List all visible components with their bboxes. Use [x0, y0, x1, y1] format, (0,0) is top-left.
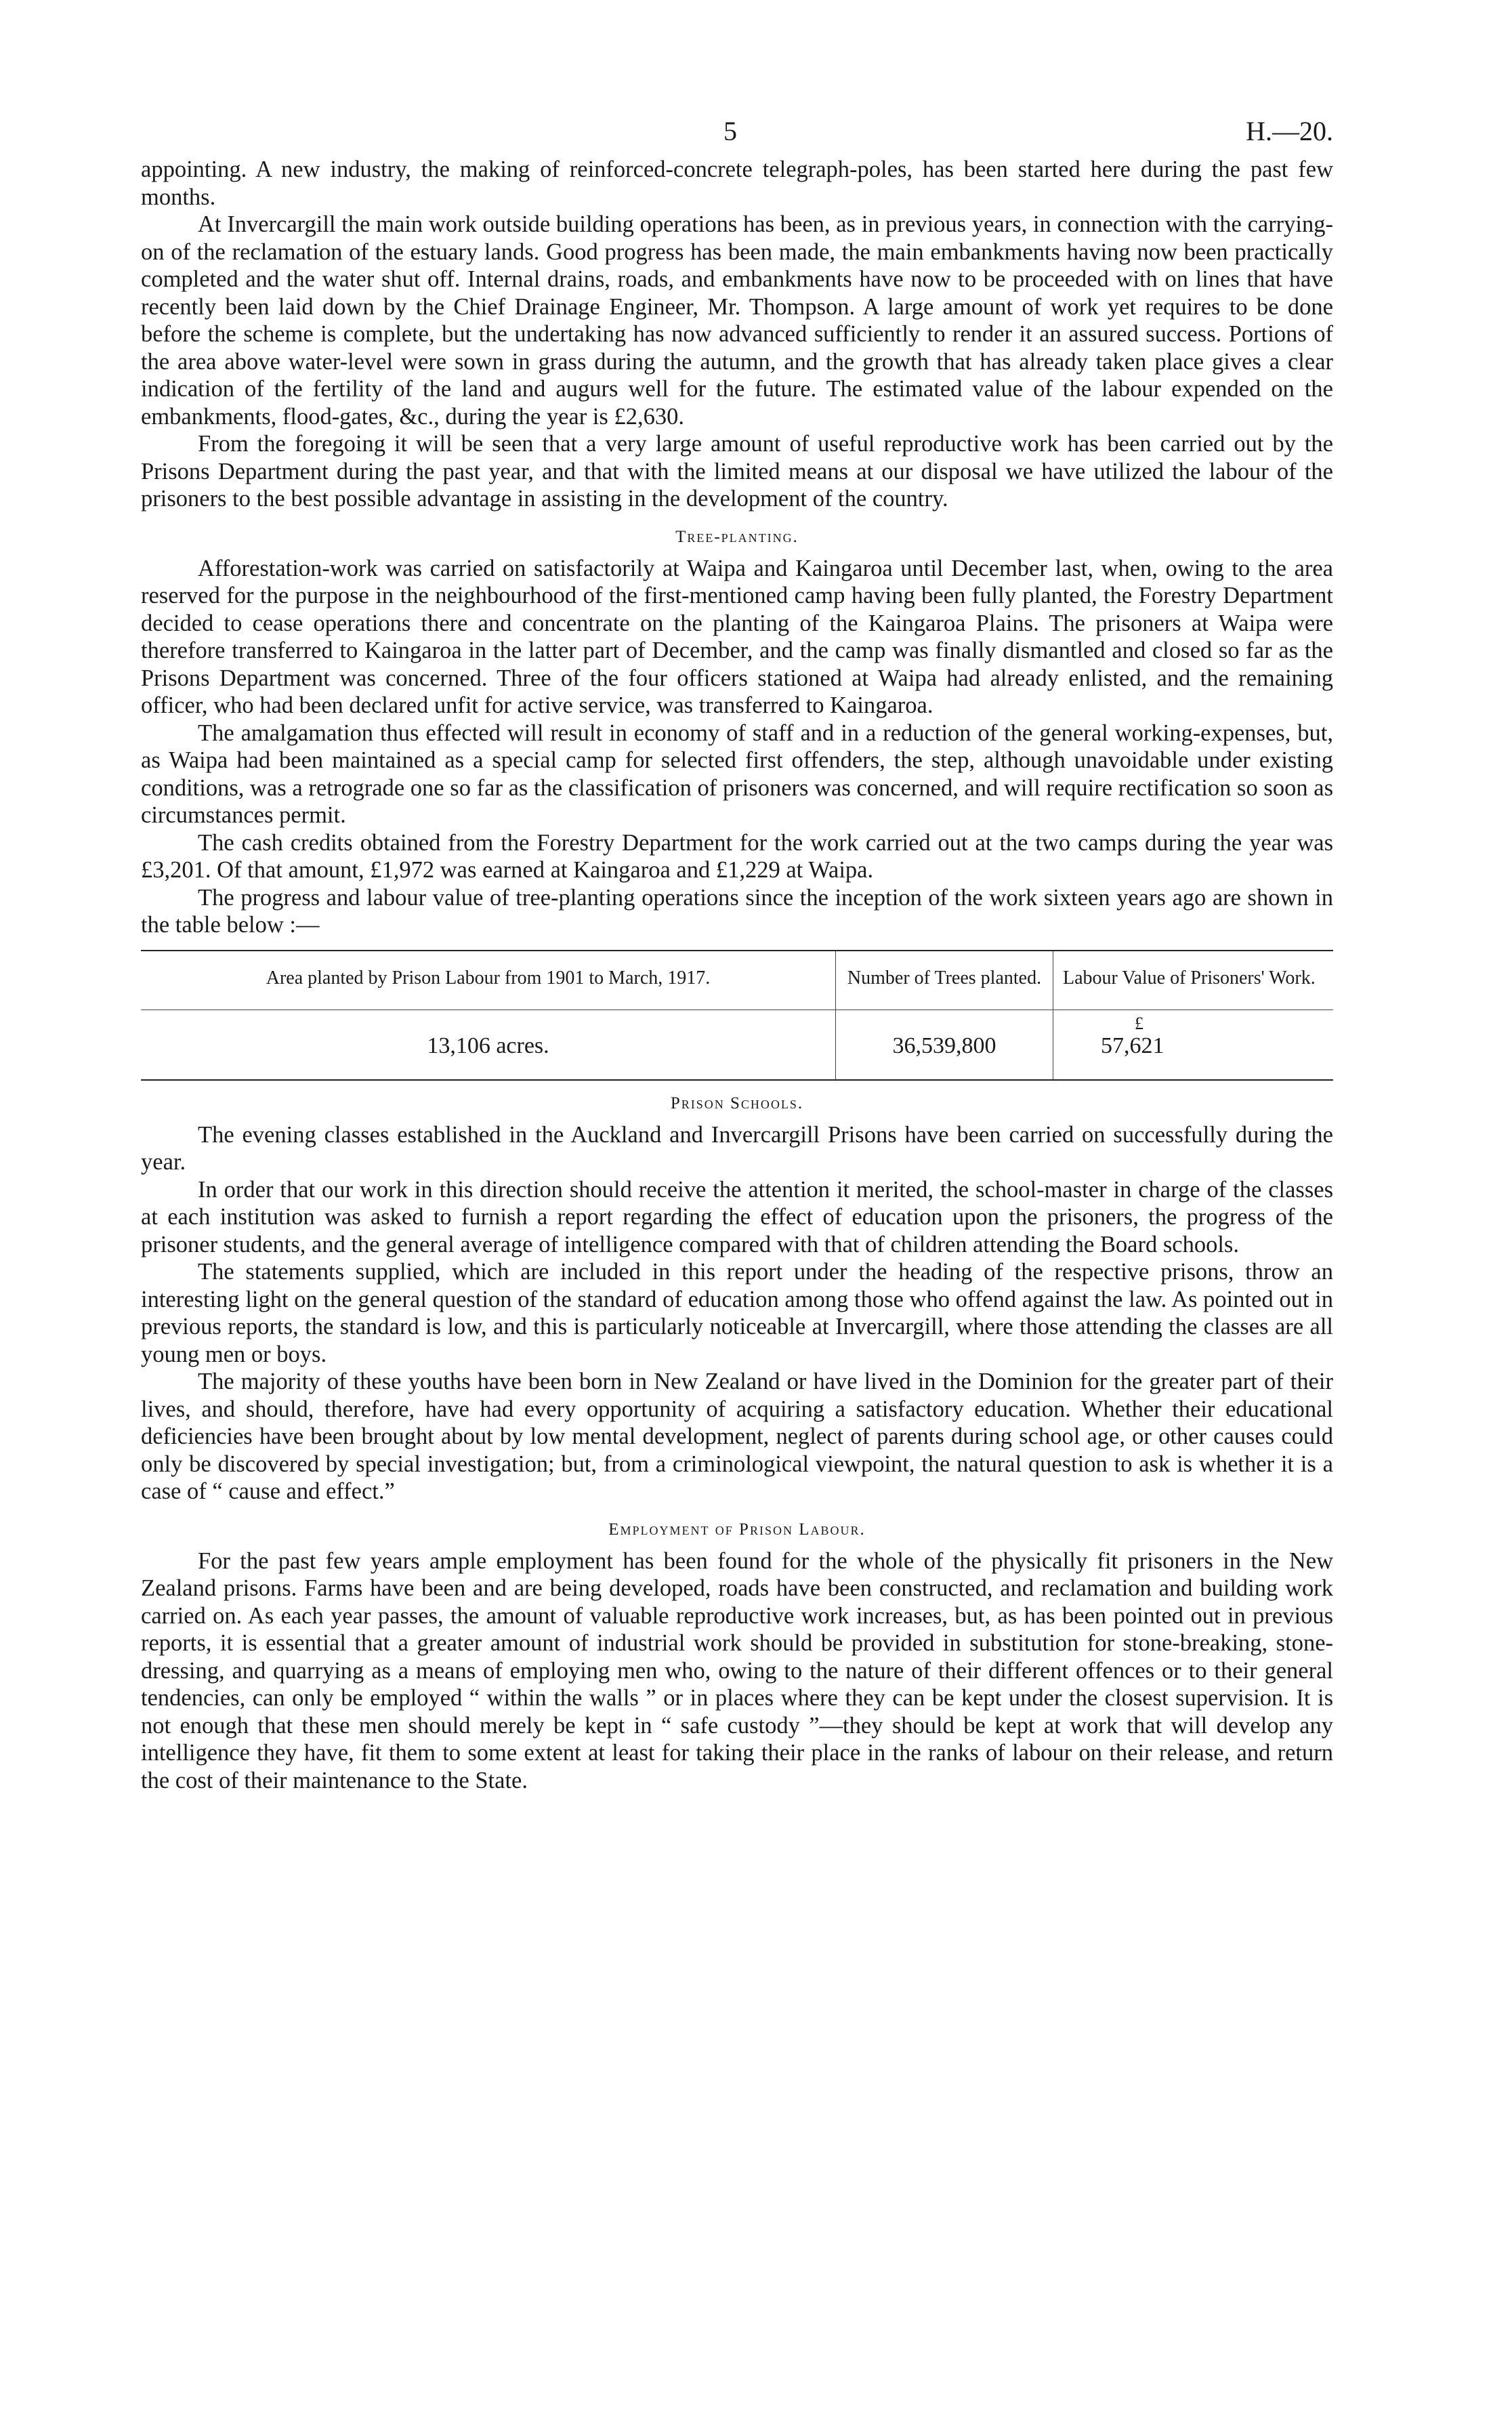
paragraph: For the past few years ample employment has been found for the whole of the physically fit prisoners in the New Zealand prisons. Farms have been and are being developed, roads have been constructed, and reclamation and building work carried on. As each year passes, the amount of valuable reproductive work increases, but, as has been pointed out in previous reports, it is essential that a greater amount of industrial work should be provided in substitution for stone-breaking, stone-dressing, and quarrying as a means of employing men who, owing to the nature of their different offences or to their general tendencies, can only be employed “ within the walls ” or in places where they can be kept under the closest supervision. It is not enough that these men should merely be kept in “ safe custody ”—they should be kept at work that will develop any intelligence they have, fit them to some extent at least for taking their place in the ranks of labour on their release, and return the cost of their maintenance to the State.	[141, 1547, 1333, 1793]
column-header-labour-value: Labour Value of Prisoners' Work.	[1053, 951, 1334, 1010]
tree-planting-section	[141, 528, 1333, 1081]
column-header-trees: Number of Trees planted.	[836, 951, 1053, 1010]
column-header-area: Area planted by Prison Labour from 1901 to March, 1917.	[141, 951, 836, 1010]
paragraph: From the foregoing it will be seen that a very large amount of useful reproductive work has been carried out by the Prisons Department during the past year, and that with the limited means at our disposal we have utilized the labour of the prisoners to the best possible advantage in assisting in the development of the country.	[141, 431, 1333, 512]
document-reference: H.—20.	[1246, 116, 1333, 146]
paragraph: appointing. A new industry, the making of reinforced-concrete telegraph-poles, has been started here during the past few months.	[141, 157, 1333, 210]
paragraph: Afforestation-work was carried on satisfactorily at Waipa and Kaingaroa until December last, when, owing to the area reserved for the purpose in the neighbourhood of the first-mentioned camp having been fully planted, the Forestry Department decided to cease operations there and concentrate on the planting of the Kaingaroa Plains. The prisoners at Waipa were therefore transferred to Kaingaroa in the latter part of December, and the camp was finally dismantled and closed so far as the Prisons Department was concerned. Three of the four officers stationed at Waipa had already enlisted, and the remaining officer, who had been declared unfit for active service, was transferred to Kaingaroa.	[141, 555, 1333, 718]
employment-section	[141, 1520, 1333, 1795]
paragraph: The evening classes established in the Auckland and Invercargill Prisons have been carried on successfully during the year.	[141, 1121, 1333, 1175]
paragraph: The progress and labour value of tree-planting operations since the inception of the work sixteen years ago are shown in the table below :—	[141, 884, 1333, 938]
cell-trees: 36,539,800	[836, 1010, 1053, 1080]
section-heading: Prison Schools.	[670, 1094, 804, 1112]
page-header	[141, 102, 1333, 156]
paragraph: The statements supplied, which are included in this report under the heading of the respective prisons, throw an interesting light on the general question of the standard of education among those who offend against the law. As pointed out in previous reports, the standard is low, and this is particularly noticeable at Invercargill, where those attending the classes are all young men or boys.	[141, 1259, 1333, 1367]
section-heading: Tree-planting.	[675, 527, 799, 546]
paragraph: The amalgamation thus effected will result in economy of staff and in a reduction of the general working-expenses, but, as Waipa had been maintained as a special camp for selected first offenders, the step, although unavoidable under existing conditions, was a retrograde one so far as the classification of prisoners was concerned, and will require rectification so soon as circumstances permit.	[141, 720, 1333, 828]
tree-planting-table	[141, 950, 1333, 1081]
prison-schools-section	[141, 1094, 1333, 1505]
labour-value: 57,621	[1101, 1033, 1164, 1058]
paragraph: The cash credits obtained from the Forestry Department for the work carried out at the two camps during the year was £3,201. Of that amount, £1,972 was earned at Kaingaroa and £1,229 at Waipa.	[141, 829, 1333, 883]
document-page	[141, 102, 1333, 1794]
page-number: 5	[723, 116, 737, 146]
currency-unit: £	[1135, 1013, 1143, 1033]
table-header-row	[141, 951, 1333, 1010]
section-heading: Employment of Prison Labour.	[608, 1520, 866, 1539]
cell-labour-value	[1053, 1010, 1334, 1080]
paragraph: The majority of these youths have been born in New Zealand or have lived in the Dominion for the greater part of their lives, and should, therefore, have had every opportunity of acquiring a satisfactory education. Whether their educational deficiencies have been brought about by low mental development, neglect of parents during school age, or other causes could only be discovered by special investigation; but, from a criminological viewpoint, the natural question to ask is whether it is a case of “ cause and effect.”	[141, 1369, 1333, 1504]
paragraph: At Invercargill the main work outside building operations has been, as in previous years, in connection with the carrying-on of the reclamation of the estuary lands. Good progress has been made, the main embankments having now been practically completed and the water shut off. Internal drains, roads, and embankments have now to be proceeded with on lines that have recently been laid down by the Chief Drainage Engineer, Mr. Thompson. A large amount of work yet requires to be done before the scheme is complete, but the undertaking has now advanced sufficiently to render it an assured success. Portions of the area above water-level were sown in grass during the autumn, and the growth that has already taken place gives a clear indication of the fertility of the land and augurs well for the future. The estimated value of the labour expended on the embankments, flood-gates, &c., during the year is £2,630.	[141, 211, 1333, 430]
table-row	[141, 1010, 1333, 1080]
intro-section	[141, 156, 1333, 513]
cell-area: 13,106 acres.	[427, 1033, 549, 1058]
paragraph: In order that our work in this direction should receive the attention it merited, the school-master in charge of the classes at each institution was asked to furnish a report regarding the effect of education upon the prisoners, the progress of the prisoner students, and the general average of intelligence compared with that of children attending the Board schools.	[141, 1176, 1333, 1257]
